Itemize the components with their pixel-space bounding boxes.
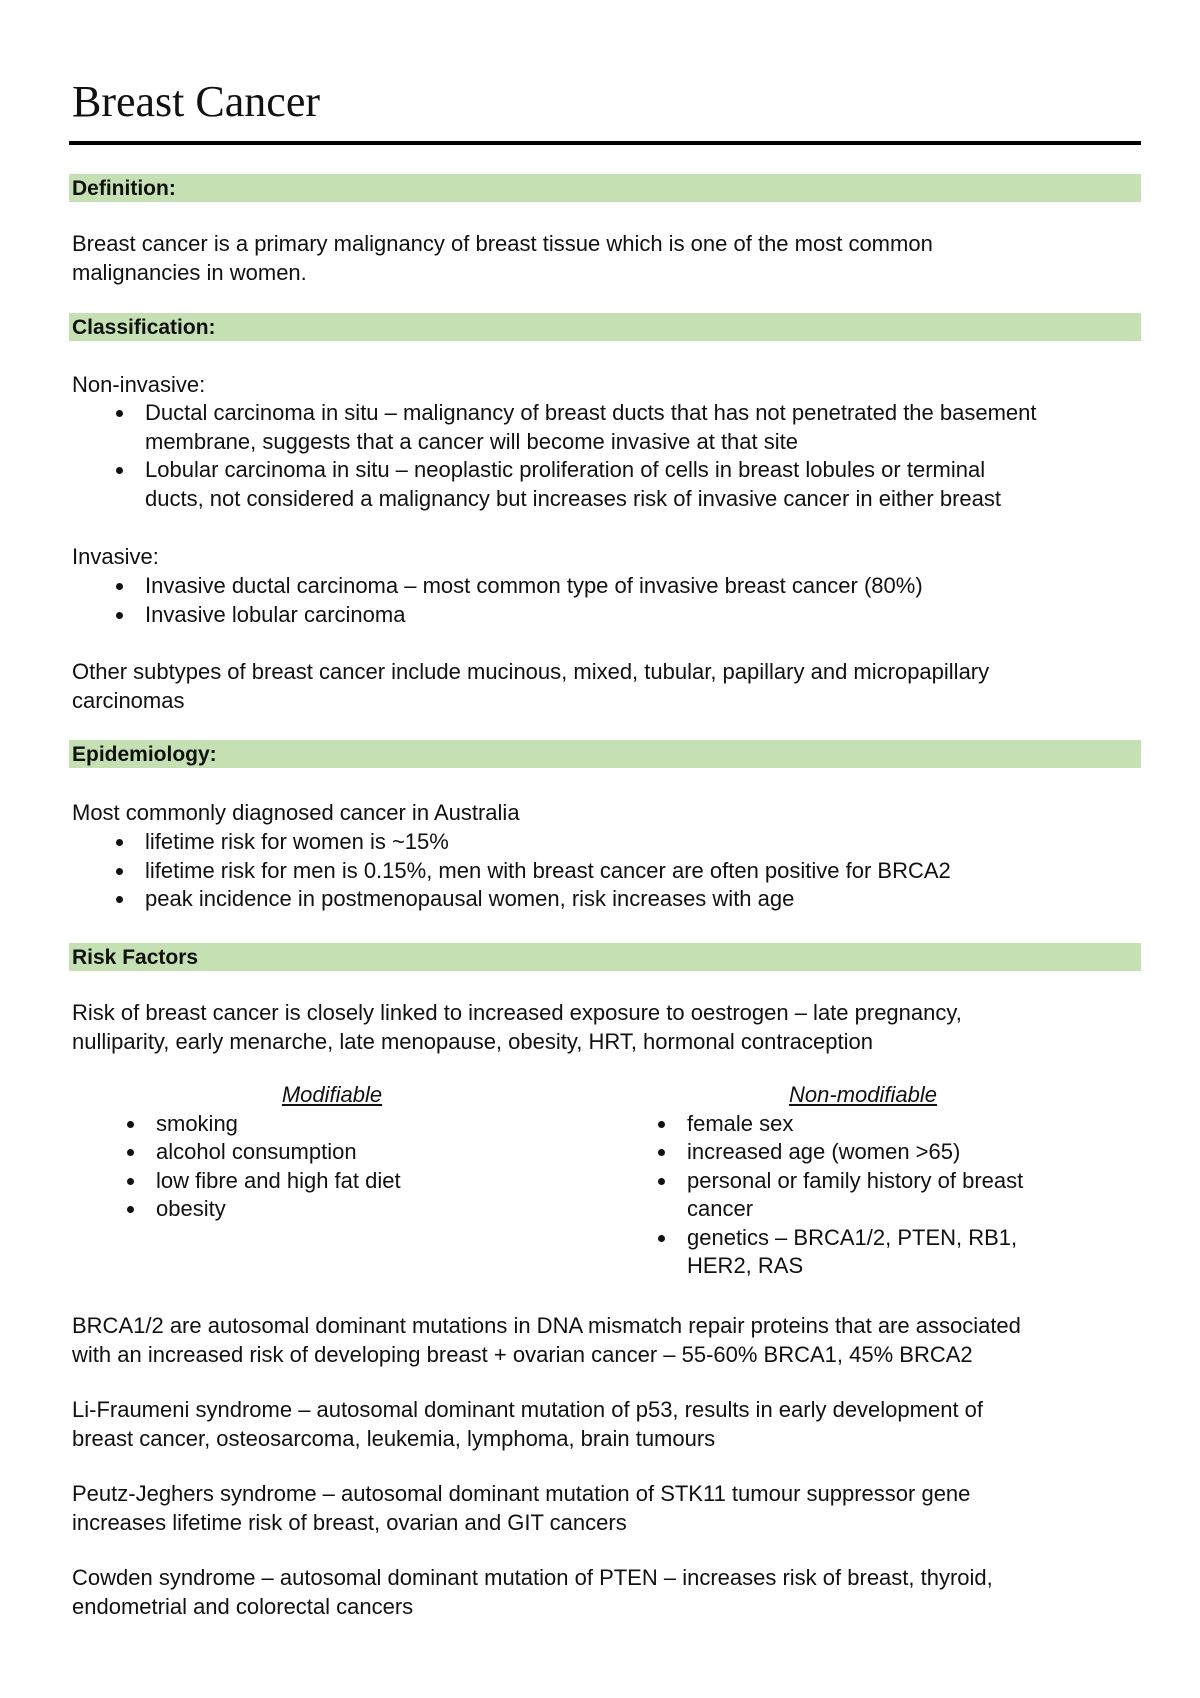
section-heading-epidemiology: Epidemiology:: [69, 740, 1141, 768]
bullet-icon: [658, 1149, 665, 1156]
risk-factors-intro: Risk of breast cancer is closely linked to increased exposure to oestrogen – late pregnancy, nulliparity, early menarche, late menopause, obesity, HRT, hormonal contraception: [72, 1000, 962, 1054]
noninvasive-label: Non-invasive:: [72, 372, 206, 397]
bullet-icon: [116, 467, 123, 474]
modifiable-column: [72, 1081, 592, 1224]
bullet-icon: [116, 868, 123, 875]
epidemiology-intro: Most commonly diagnosed cancer in Australia: [72, 800, 520, 825]
bullet-icon: [658, 1121, 665, 1128]
bullet-icon: [658, 1235, 665, 1242]
page-title: Breast Cancer: [72, 77, 320, 126]
li-fraumeni-paragraph: Li-Fraumeni syndrome – autosomal dominant mutation of p53, results in early development of breast cancer, osteosarcoma, leukemia, lymphoma, brain tumours: [72, 1397, 984, 1451]
modifiable-heading: Modifiable: [281, 1082, 383, 1107]
other-subtypes-text: Other subtypes of breast cancer include mucinous, mixed, tubular, papillary and micropapillary carcinomas: [72, 659, 990, 713]
section-heading-risk-factors: Risk Factors: [69, 943, 1141, 971]
bullet-icon: [116, 410, 123, 417]
list-item: Invasive lobular carcinoma: [72, 601, 923, 630]
nonmodifiable-column: [603, 1081, 1123, 1281]
list-item: peak incidence in postmenopausal women, risk increases with age: [72, 885, 951, 914]
bullet-icon: [127, 1206, 134, 1213]
list-item: Ductal carcinoma in situ – malignancy of breast ducts that has not penetrated the basement membrane, suggests that a cancer will become invasive at that site: [72, 399, 1037, 456]
list-item: alcohol consumption: [72, 1138, 592, 1167]
nonmodifiable-list: [603, 1110, 1123, 1281]
list-item: personal or family history of breast cancer: [603, 1167, 1123, 1224]
bullet-icon: [116, 896, 123, 903]
bullet-icon: [127, 1121, 134, 1128]
list-item: lifetime risk for men is 0.15%, men with breast cancer are often positive for BRCA2: [72, 857, 951, 886]
list-item: Lobular carcinoma in situ – neoplastic proliferation of cells in breast lobules or terminal ducts, not considered a malignancy but increases risk of invasive cancer in either breast: [72, 456, 1037, 513]
list-item: lifetime risk for women is ~15%: [72, 828, 951, 857]
list-item: female sex: [603, 1110, 1123, 1139]
list-item: increased age (women >65): [603, 1138, 1123, 1167]
cowden-paragraph: Cowden syndrome – autosomal dominant mutation of PTEN – increases risk of breast, thyroid, endometrial and colorectal cancers: [72, 1565, 993, 1619]
list-item: smoking: [72, 1110, 592, 1139]
brca-paragraph: BRCA1/2 are autosomal dominant mutations in DNA mismatch repair proteins that are associated with an increased risk of developing breast + ovarian cancer – 55-60% BRCA1, 45% BRCA2: [72, 1313, 1021, 1367]
peutz-jeghers-paragraph: Peutz-Jeghers syndrome – autosomal dominant mutation of STK11 tumour suppressor gene increases lifetime risk of breast, ovarian and GIT cancers: [72, 1481, 971, 1535]
list-item: low fibre and high fat diet: [72, 1167, 592, 1196]
title-rule: [69, 141, 1141, 145]
nonmodifiable-heading: Non-modifiable: [789, 1082, 937, 1107]
bullet-icon: [116, 612, 123, 619]
bullet-icon: [127, 1149, 134, 1156]
modifiable-list: [72, 1110, 592, 1224]
definition-text: Breast cancer is a primary malignancy of breast tissue which is one of the most common malignancies in women.: [72, 231, 933, 285]
bullet-icon: [116, 839, 123, 846]
epidemiology-list: [72, 828, 951, 914]
bullet-icon: [658, 1178, 665, 1185]
invasive-list: [72, 572, 923, 629]
list-item: genetics – BRCA1/2, PTEN, RB1, HER2, RAS: [603, 1224, 1123, 1281]
list-item: obesity: [72, 1195, 592, 1224]
bullet-icon: [116, 583, 123, 590]
noninvasive-list: [72, 399, 1037, 513]
invasive-label: Invasive:: [72, 544, 159, 569]
list-item: Invasive ductal carcinoma – most common type of invasive breast cancer (80%): [72, 572, 923, 601]
bullet-icon: [127, 1178, 134, 1185]
section-heading-classification: Classification:: [69, 313, 1141, 341]
section-heading-definition: Definition:: [69, 174, 1141, 202]
